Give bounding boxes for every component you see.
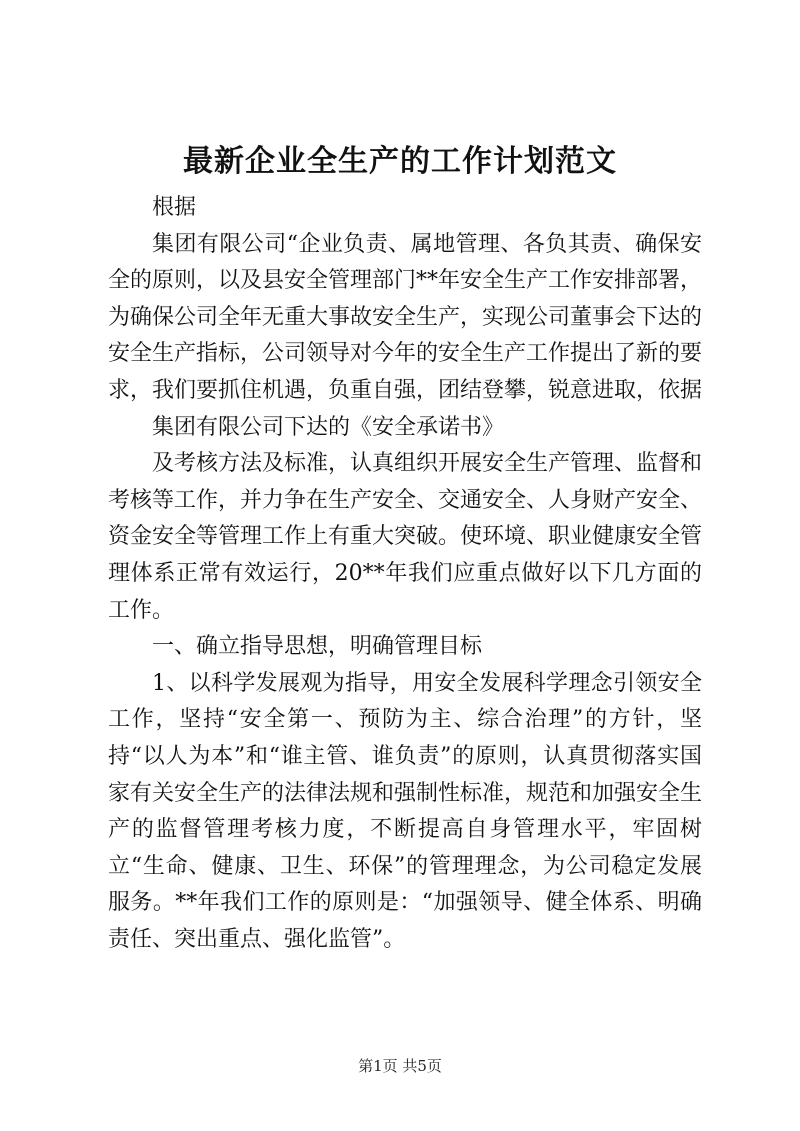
section-heading: 一、确立指导思想，明确管理目标: [152, 634, 483, 660]
paragraph-principles: 集团有限公司“企业负责、属地管理、各负其责、确保安全的原则，以及县安全管理部门**年安全生产工作安排部署，为确保公司全年无重大事故安全生产，实现公司董事会下达的安全生产指标，公司领导对今年的安全生产工作提出了新的要求，我们要抓住机遇，负重自强，团结登攀，锐意进取，依据: [108, 231, 703, 403]
paragraph-intro: 根据: [152, 195, 197, 220]
document-body: [108, 190, 702, 958]
page-footer: 第1页 共5页: [358, 1057, 442, 1075]
paragraph-guidance: 1、以科学发展观为指导，用安全发展科学理念引领安全工作，坚持“安全第一、预防为主、综合治理”的方针，坚持“以人为本”和“谁主管、谁负责”的原则，认真贯彻落实国家有关安全生产的法律法规和强制性标准，规范和加强安全生产的监督管理考核力度，不断提高自身管理水平，牢固树立“生命、健康、卫生、环保”的管理理念，为公司稳定发展服务。**年我们工作的原则是：“加强领导、健全体系、明确责任、突出重点、强化监管”。: [108, 670, 703, 952]
paragraph-assessment: 及考核方法及标准，认真组织开展安全生产管理、监督和考核等工作，并力争在生产安全、交通安全、人身财产安全、资金安全等管理工作上有重大突破。使环境、职业健康安全管理体系正常有效运行，20**年我们应重点做好以下几方面的工作。: [108, 451, 703, 623]
document-title: 最新企业全生产的工作计划范文: [183, 144, 617, 179]
paragraph-commitment: 集团有限公司下达的《安全承诺书》: [152, 414, 505, 440]
